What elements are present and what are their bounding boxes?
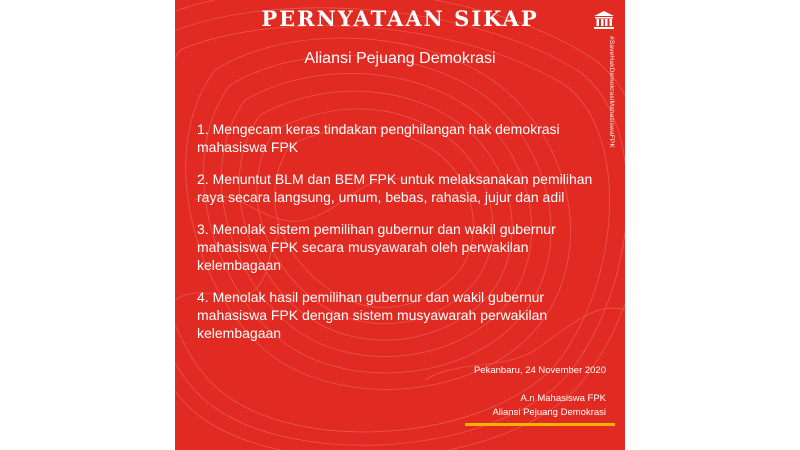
statement-line: mahasiswa FPK secara musyawarah oleh perwakilan (197, 239, 529, 255)
statement-line: kelembagaan (197, 257, 282, 273)
accent-underline (465, 423, 615, 426)
statement-line: raya secara langsung, umum, bebas, rahasia, jujur dan adil (197, 189, 565, 205)
on-behalf-label: A.n Mahasiswa FPK (520, 393, 606, 404)
statement-item (197, 288, 597, 342)
statement-item (197, 220, 597, 274)
statement-poster (175, 0, 625, 450)
statement-line: 1. Mengecam keras tindakan penghilangan hak demokrasi (197, 121, 560, 137)
poster-title: PERNYATAAN SIKAP (261, 6, 539, 31)
statement-line: 3. Menolak sistem pemilihan gubernur dan wakil gubernur (197, 221, 556, 237)
place-date: Pekanbaru, 24 November 2020 (473, 365, 606, 376)
statement-line: 2. Menuntut BLM dan BEM FPK untuk melaksanakan pemilihan (197, 171, 593, 187)
statement-list (197, 120, 597, 356)
hashtag-vertical: #SaveHakDemokrasiMahasiswaFPK (608, 36, 615, 149)
poster-subtitle: Aliansi Pejuang Demokrasi (304, 50, 496, 67)
statement-line: 4. Menolak hasil pemilihan gubernur dan wakil gubernur (197, 289, 545, 305)
statement-line: mahasiswa FPK dengan sistem musyawarah perwakilan (197, 307, 548, 323)
statement-line: mahasiswa FPK (197, 139, 299, 155)
statement-item (197, 170, 597, 206)
statement-item (197, 120, 597, 156)
signatory-name: Aliansi Pejuang Demokrasi (492, 407, 606, 418)
institution-icon (593, 10, 615, 30)
statement-line: kelembagaan (197, 325, 282, 341)
